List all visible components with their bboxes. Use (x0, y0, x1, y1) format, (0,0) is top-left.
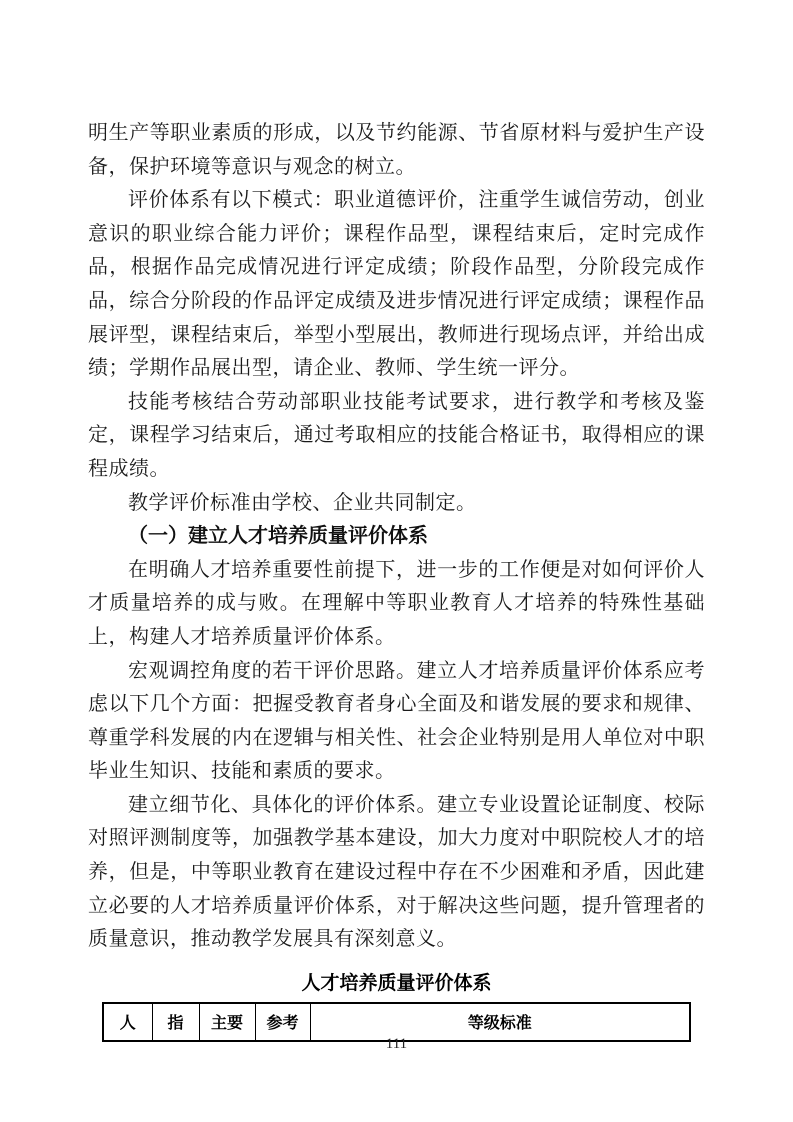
paragraph-detailed-system: 建立细节化、具体化的评价体系。建立专业设置论证制度、校际对照评测制度等，加强教学基本建设，加大力度对中职院校人才的培养，但是，中等职业教育在建设过程中存在不少困难和矛盾，因此建立必要的人才培养质量评价体系，对于解决这些问题，提升管理者的质量意识，推动教学发展具有深刻意义。 (88, 793, 705, 951)
page-content (88, 117, 705, 1042)
paragraph-skill-assessment: 技能考核结合劳动部职业技能考试要求，进行教学和考核及鉴定，课程学习结束后，通过考取相应的技能合格证书，取得相应的课程成绩。 (88, 390, 705, 480)
paragraph-standard-makers: 教学评价标准由学校、企业共同制定。 (128, 491, 477, 514)
table-title: 人才培养质量评价体系 (301, 972, 492, 994)
paragraph-importance: 在明确人才培养重要性前提下，进一步的工作便是对如何评价人才质量培养的成与败。在理解中等职业教育人才培养的特殊性基础上，构建人才培养质量评价体系。 (88, 558, 705, 648)
section-heading: （一）建立人才培养质量评价体系 (128, 525, 428, 548)
paragraph-macro-control: 宏观调控角度的若干评价思路。建立人才培养质量评价体系应考虑以下几个方面：把握受教育者身心全面及和谐发展的要求和规律、尊重学科发展的内在逻辑与相关性、社会企业特别是用人单位对中职毕业生知识、技能和素质的要求。 (88, 659, 705, 783)
evaluation-table-block (88, 971, 705, 1042)
table-header-main: 主要 (199, 1003, 255, 1041)
table-header-grade-standard: 等级标准 (310, 1003, 690, 1041)
table-header-reference: 参考 (255, 1003, 310, 1041)
paragraph-continuation: 明生产等职业素质的形成，以及节约能源、节省原材料与爱护生产设备，保护环境等意识与观念的树立。 (88, 122, 705, 178)
page-number: 111 (385, 1036, 408, 1052)
paragraph-evaluation-modes: 评价体系有以下模式：职业道德评价，注重学生诚信劳动，创业意识的职业综合能力评价；课程作品型，课程结束后，定时完成作品，根据作品完成情况进行评定成绩；阶段作品型，分阶段完成作品，综合分阶段的作品评定成绩及进步情况进行评定成绩；课程作品展评型，课程结束后，举型小型展出，教师进行现场点评，并给出成绩；学期作品展出型，请企业、教师、学生统一评分。 (88, 189, 705, 380)
table-header-indicator: 指 (152, 1003, 199, 1041)
table-header-person: 人 (103, 1003, 152, 1041)
